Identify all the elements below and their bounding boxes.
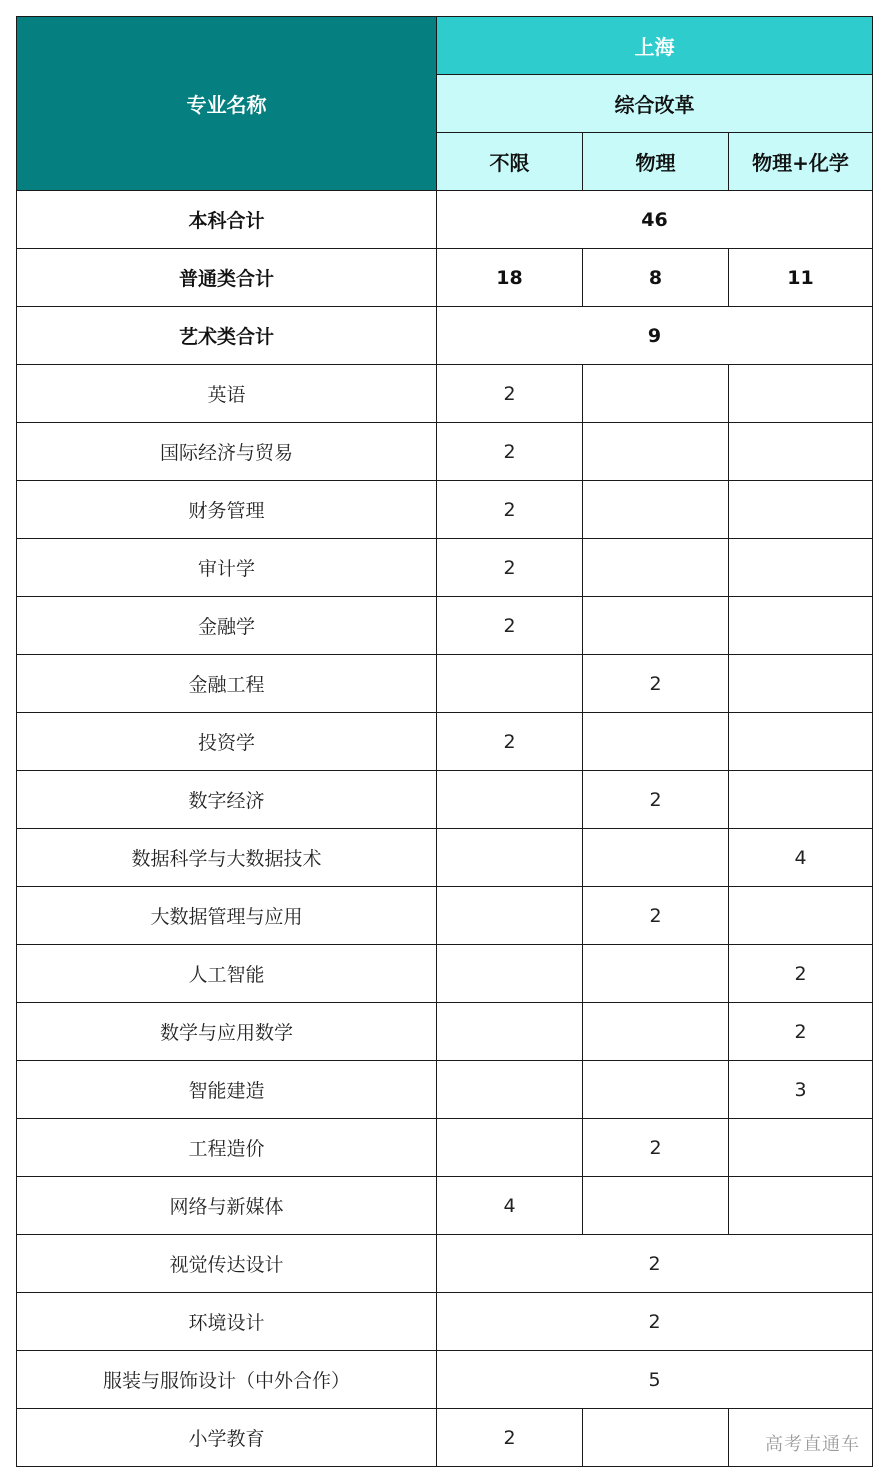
- plan-count: 2: [729, 945, 873, 1003]
- plan-count: 2: [437, 713, 583, 771]
- general-total-value-physics: 8: [583, 249, 729, 307]
- undergrad-total-value: 46: [437, 191, 873, 249]
- general-total-row: [17, 249, 873, 307]
- plan-count: 2: [437, 1409, 583, 1467]
- plan-count: 2: [437, 597, 583, 655]
- plan-count: 3: [729, 1061, 873, 1119]
- plan-count: 4: [437, 1177, 583, 1235]
- plan-count: [729, 887, 873, 945]
- general-total-value-any: 18: [437, 249, 583, 307]
- plan-count: [437, 1119, 583, 1177]
- major-name: 审计学: [17, 539, 437, 597]
- major-name: 网络与新媒体: [17, 1177, 437, 1235]
- major-name: 投资学: [17, 713, 437, 771]
- plan-count: [437, 655, 583, 713]
- watermark-text: 高考直通车: [765, 1434, 860, 1455]
- plan-count: [729, 423, 873, 481]
- major-row: [17, 829, 873, 887]
- plan-count: [583, 713, 729, 771]
- plan-count: [437, 945, 583, 1003]
- plan-count: [729, 771, 873, 829]
- plan-count: 4: [729, 829, 873, 887]
- major-name: 工程造价: [17, 1119, 437, 1177]
- plan-count: [729, 597, 873, 655]
- general-total-value-physics-chemistry: 11: [729, 249, 873, 307]
- plan-count: [583, 423, 729, 481]
- major-name: 数据科学与大数据技术: [17, 829, 437, 887]
- header-row-region: [17, 17, 873, 75]
- major-name: 人工智能: [17, 945, 437, 1003]
- plan-count: [437, 829, 583, 887]
- art-total-value: 9: [437, 307, 873, 365]
- art-total-row: [17, 307, 873, 365]
- plan-count: [437, 887, 583, 945]
- major-row: [17, 1003, 873, 1061]
- plan-count: 5: [437, 1351, 873, 1409]
- major-name: 财务管理: [17, 481, 437, 539]
- plan-count: [729, 1177, 873, 1235]
- major-row: [17, 713, 873, 771]
- art-major-row: [17, 1293, 873, 1351]
- enrollment-plan-table: [16, 16, 873, 1467]
- plan-count: 2: [583, 887, 729, 945]
- plan-count: [583, 1177, 729, 1235]
- major-name: 数学与应用数学: [17, 1003, 437, 1061]
- art-major-row: [17, 1235, 873, 1293]
- major-name: 智能建造: [17, 1061, 437, 1119]
- plan-count: [583, 945, 729, 1003]
- art-total-label: 艺术类合计: [17, 307, 437, 365]
- plan-count: [583, 1061, 729, 1119]
- plan-count: 2: [437, 539, 583, 597]
- plan-count: [729, 1119, 873, 1177]
- major-name: 服装与服饰设计（中外合作）: [17, 1351, 437, 1409]
- major-row: [17, 771, 873, 829]
- plan-count: 2: [583, 655, 729, 713]
- plan-count: [729, 481, 873, 539]
- major-row: [17, 423, 873, 481]
- plan-count: 2: [437, 1293, 873, 1351]
- undergrad-total-row: [17, 191, 873, 249]
- major-row: [17, 539, 873, 597]
- major-name: 小学教育: [17, 1409, 437, 1467]
- plan-count: [729, 365, 873, 423]
- major-name: 金融工程: [17, 655, 437, 713]
- region-header: 上海: [437, 17, 873, 75]
- art-major-row: [17, 1351, 873, 1409]
- plan-count: 2: [437, 365, 583, 423]
- plan-count: [437, 1061, 583, 1119]
- major-name: 英语: [17, 365, 437, 423]
- plan-count: 2: [583, 771, 729, 829]
- major-row: [17, 1119, 873, 1177]
- plan-count: 2: [437, 481, 583, 539]
- major-row: [17, 597, 873, 655]
- plan-count: [583, 1409, 729, 1467]
- major-name-header: 专业名称: [17, 17, 437, 191]
- major-row: [17, 945, 873, 1003]
- undergrad-total-label: 本科合计: [17, 191, 437, 249]
- major-name: 环境设计: [17, 1293, 437, 1351]
- general-total-label: 普通类合计: [17, 249, 437, 307]
- major-row: [17, 1409, 873, 1467]
- plan-count: [583, 365, 729, 423]
- major-name: 视觉传达设计: [17, 1235, 437, 1293]
- plan-count: [437, 1003, 583, 1061]
- plan-count: [729, 655, 873, 713]
- major-row: [17, 1061, 873, 1119]
- subject-header-physics: 物理: [583, 133, 729, 191]
- plan-count: [583, 597, 729, 655]
- major-name: 大数据管理与应用: [17, 887, 437, 945]
- plan-count: 2: [437, 1235, 873, 1293]
- subject-header-any: 不限: [437, 133, 583, 191]
- plan-count: [583, 829, 729, 887]
- major-row: [17, 1177, 873, 1235]
- major-name: 国际经济与贸易: [17, 423, 437, 481]
- plan-count: [583, 1003, 729, 1061]
- plan-count: [583, 481, 729, 539]
- reform-header: 综合改革: [437, 75, 873, 133]
- plan-count: [583, 539, 729, 597]
- major-row: [17, 365, 873, 423]
- major-row: [17, 481, 873, 539]
- plan-count: [729, 539, 873, 597]
- major-row: [17, 887, 873, 945]
- major-name: 金融学: [17, 597, 437, 655]
- major-name: 数字经济: [17, 771, 437, 829]
- subject-header-physics-chemistry: 物理+化学: [729, 133, 873, 191]
- plan-count: [437, 771, 583, 829]
- plan-count: 2: [583, 1119, 729, 1177]
- plan-count: 2: [729, 1003, 873, 1061]
- major-row: [17, 655, 873, 713]
- plan-count: 2: [437, 423, 583, 481]
- plan-count: [729, 713, 873, 771]
